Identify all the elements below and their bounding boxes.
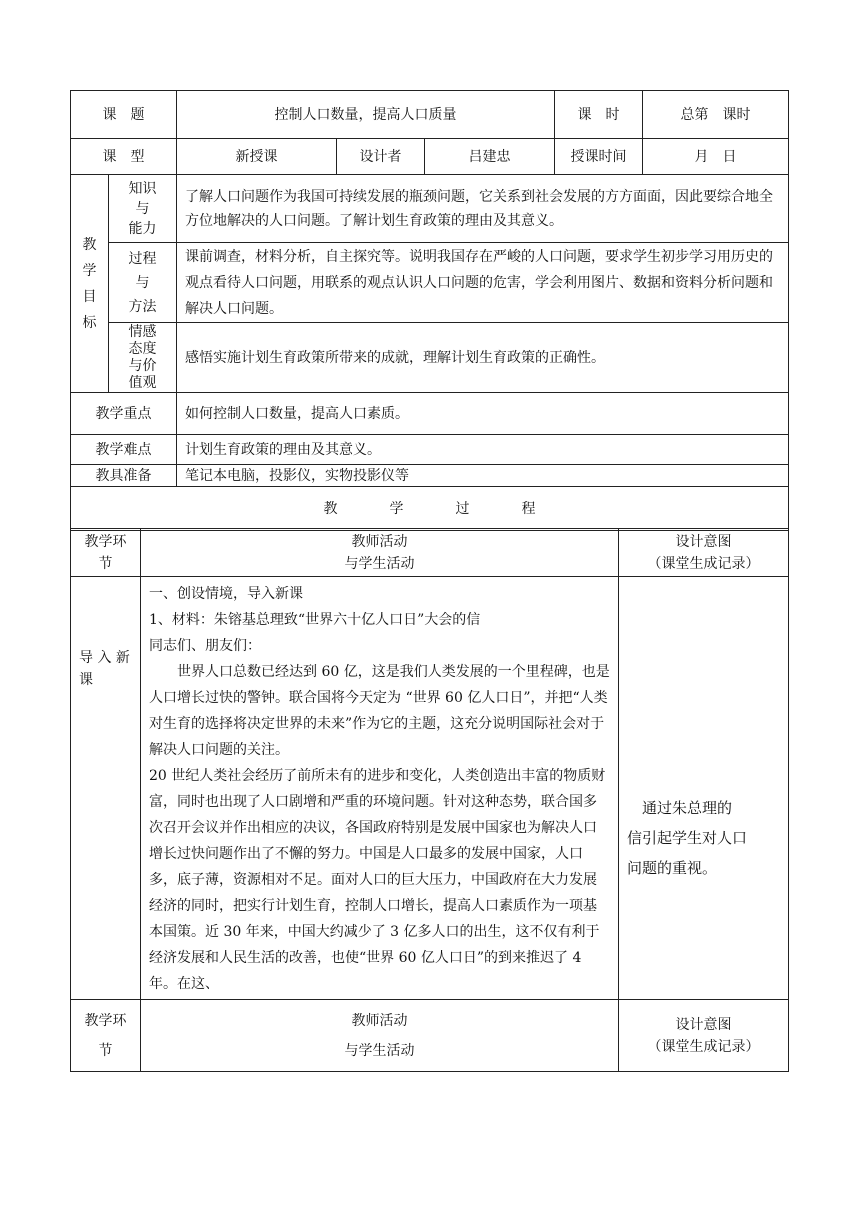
- intro-heading: 一、创设情境，导入新课: [149, 586, 303, 602]
- intro-intent-note: 通过朱总理的 信引起学生对人口 问题的重视。: [619, 577, 789, 1000]
- goal-label-emotion: 情感 态度 与价 值观: [109, 323, 177, 393]
- goals-section-label: 教 学 目 标: [71, 175, 109, 393]
- intro-stage-label: 导 入 新 课: [71, 577, 141, 1000]
- difficulty-text: 计划生育政策的理由及其意义。: [177, 435, 789, 465]
- lesson-info-table: [70, 90, 789, 531]
- key-point-label: 教学重点: [71, 393, 177, 435]
- goal-label-knowledge: 知识 与 能力: [109, 175, 177, 243]
- intro-salutation: 同志们、朋友们：: [149, 638, 261, 654]
- type-value: 新授课: [177, 139, 337, 175]
- tools-label: 教具准备: [71, 465, 177, 487]
- goal-text-process: 课前调查，材料分析，自主探究等。说明我国存在严峻的人口问题，要求学生初步学习用历史的观点看待人口问题，用联系的观点认识人口问题的危害，学会利用图片、数据和资料分析问题和解决人口问题。: [177, 243, 789, 323]
- activity-header: 教师活动 与学生活动: [141, 529, 619, 577]
- time-label: 授课时间: [555, 139, 643, 175]
- type-label: 课 型: [71, 139, 177, 175]
- process-title: 教 学 过 程: [71, 487, 789, 531]
- intro-paragraph: 世界人口总数已经达到 60 亿，这是我们人类发展的一个里程碑，也是人口增长过快的警钟。联合国将今天定为 “世界 60 亿人口日”，并把“人类对生育的选择将决定世界的未来”作为它的主题，这充分说明国际社会对于解决人口问题的关注。: [149, 664, 610, 758]
- key-point-text: 如何控制人口数量，提高人口素质。: [177, 393, 789, 435]
- hours-value: 总第 课时: [643, 91, 789, 139]
- goal-text-knowledge: 了解人口问题作为我国可持续发展的瓶颈问题，它关系到社会发展的方方面面，因此要综合地全方位地解决的人口问题。了解计划生育政策的理由及其意义。: [177, 175, 789, 243]
- goal-label-process: 过程 与 方法: [109, 243, 177, 323]
- stage-header-repeat: 教学环 节: [71, 1000, 141, 1072]
- designer-value: 吕建忠: [425, 139, 555, 175]
- intro-paragraph: 20 世纪人类社会经历了前所未有的进步和变化，人类创造出丰富的物质财富，同时也出现了人口剧增和严重的环境问题。针对这种态势，联合国多次召开会议并作出相应的决议，各国政府特别是发展中国家也为解决人口增长过快问题作出了不懈的努力。中国是人口最多的发展中国家，人口多，底子薄，资源相对不足。面对人口的巨大压力，中国政府在大力发展经济的同时，把实行计划生育，控制人口增长，提高人口素质作为一项基本国策。近 30 年来，中国大约减少了 3 亿多人口的出生，这不仅有利于经济发展和人民生活的改善，也使“世界 60 亿人口日”的到来推迟了 4 年。在这、: [149, 768, 606, 992]
- topic-value: 控制人口数量，提高人口质量: [177, 91, 555, 139]
- hours-label: 课 时: [555, 91, 643, 139]
- teaching-process-table: [70, 528, 789, 1072]
- intent-header-repeat: 设计意图 （课堂生成记录）: [619, 1000, 789, 1072]
- time-value: 月 日: [643, 139, 789, 175]
- topic-label: 课 题: [71, 91, 177, 139]
- intro-material: 1、材料：朱镕基总理致“世界六十亿人口日”大会的信: [149, 612, 481, 628]
- activity-header-repeat: 教师活动 与学生活动: [141, 1000, 619, 1072]
- tools-text: 笔记本电脑，投影仪，实物投影仪等: [177, 465, 789, 487]
- designer-label: 设计者: [337, 139, 425, 175]
- goal-text-emotion: 感悟实施计划生育政策所带来的成就，理解计划生育政策的正确性。: [177, 323, 789, 393]
- intent-header: 设计意图 （课堂生成记录）: [619, 529, 789, 577]
- intro-activity-content: [141, 577, 619, 1000]
- stage-header: 教学环 节: [71, 529, 141, 577]
- difficulty-label: 教学难点: [71, 435, 177, 465]
